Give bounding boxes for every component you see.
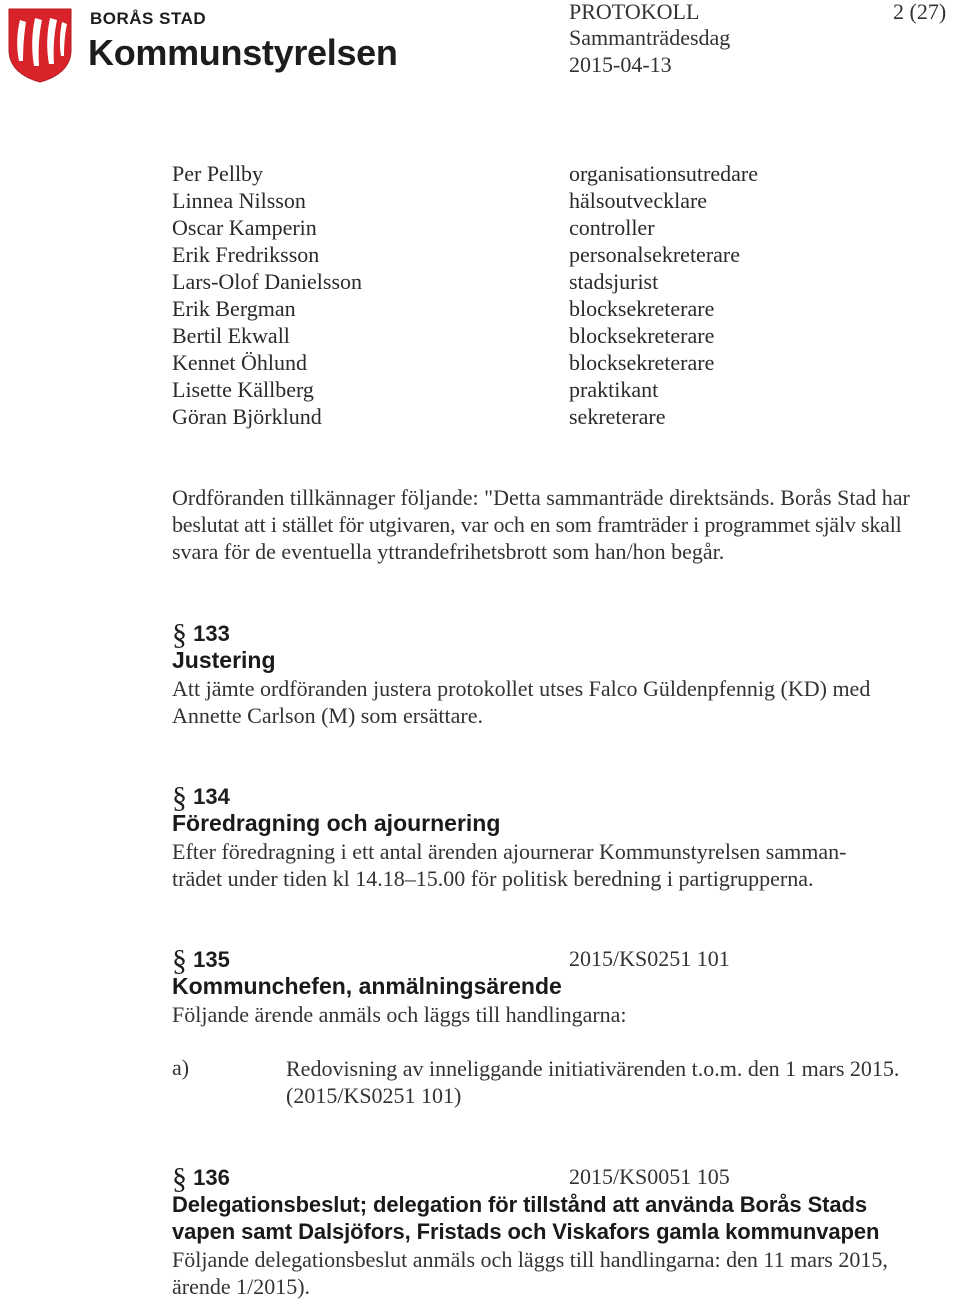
section-body-line: Annette Carlson (M) som ersättare. xyxy=(172,703,483,728)
attendee-role: personalsekreterare xyxy=(569,242,741,267)
section-case-number: 2015/KS0051 105 xyxy=(569,1164,730,1189)
attendee-role: organisationsutredare xyxy=(569,161,758,186)
borås-stad-coat-of-arms-icon xyxy=(6,6,74,84)
attendee-row xyxy=(172,268,892,295)
section-title-line: Föredragning och ajournering xyxy=(172,810,501,836)
section-body-line: Efter föredragning i ett antal ärenden ajournerar Kommunstyrelsen samman- xyxy=(172,839,847,864)
section-sign: § xyxy=(172,1162,187,1195)
section-title xyxy=(172,973,562,1000)
section-body xyxy=(172,1001,627,1028)
attendee-role: praktikant xyxy=(569,377,659,402)
meeting-date: 2015-04-13 xyxy=(569,52,672,77)
announcement-line: beslutat att i stället för utgivaren, var och en som framträder i programmet själv skall xyxy=(172,512,902,537)
section-sign: § xyxy=(172,781,187,814)
attendee-row xyxy=(172,241,892,268)
section-title xyxy=(172,1191,879,1245)
chair-announcement xyxy=(172,484,910,565)
attendee-row xyxy=(172,160,892,187)
section-title-line: Justering xyxy=(172,647,276,673)
section-sign: § xyxy=(172,944,187,977)
section-number-value: 136 xyxy=(193,1165,230,1190)
page-number: 2 (27) xyxy=(893,0,947,24)
attendee-role: blocksekreterare xyxy=(569,350,715,375)
section-body-line: trädet under tiden kl 14.18–15.00 för politisk beredning i partigrupperna. xyxy=(172,866,814,891)
attendee-row xyxy=(172,187,892,214)
attendee-name: Linnea Nilsson xyxy=(172,188,306,213)
list-item-line: Redovisning av inneliggande initiativärenden t.o.m. den 1 mars 2015. xyxy=(286,1056,900,1081)
section-number-value: 134 xyxy=(193,784,230,809)
attendee-name: Oscar Kamperin xyxy=(172,215,317,240)
attendee-row xyxy=(172,214,892,241)
organisation-name: BORÅS STAD xyxy=(90,9,207,28)
section-case-number: 2015/KS0251 101 xyxy=(569,946,730,971)
section-sign: § xyxy=(172,618,187,651)
section-body-line: ärende 1/2015). xyxy=(172,1274,311,1299)
section-title xyxy=(172,647,276,674)
attendee-row xyxy=(172,376,892,403)
section-body-line: Att jämte ordföranden justera protokollet utses Falco Güldenpfennig (KD) med xyxy=(172,676,871,701)
attendee-name: Lisette Källberg xyxy=(172,377,314,402)
attendee-name: Bertil Ekwall xyxy=(172,323,290,348)
attendee-name: Per Pellby xyxy=(172,161,264,186)
announcement-line: Ordföranden tillkännager följande: "Detta sammanträde direktsänds. Borås Stad har xyxy=(172,485,910,510)
section-body xyxy=(172,838,846,892)
section-number-value: 133 xyxy=(193,621,230,646)
attendee-row xyxy=(172,322,892,349)
meeting-kind: Sammanträdesdag xyxy=(569,25,731,50)
attendee-row xyxy=(172,403,892,430)
organisation-unit: Kommunstyrelsen xyxy=(88,32,398,73)
attendee-role: controller xyxy=(569,215,655,240)
list-item-line: (2015/KS0251 101) xyxy=(286,1083,462,1108)
section-title xyxy=(172,810,500,837)
section-title-line: Kommunchefen, anmälningsärende xyxy=(172,973,562,999)
section-title-line: Delegationsbeslut; delegation för tillstånd att använda Borås Stads xyxy=(172,1192,867,1217)
section-body-line: Följande delegationsbeslut anmäls och läggs till handlingarna: den 11 mars 2015, xyxy=(172,1247,888,1272)
attendee-row xyxy=(172,349,892,376)
attendee-role: blocksekreterare xyxy=(569,323,715,348)
section-title-line: vapen samt Dalsjöfors, Fristads och Viskafors gamla kommunvapen xyxy=(172,1219,880,1244)
section-number-value: 135 xyxy=(193,947,230,972)
attendee-role: stadsjurist xyxy=(569,269,659,294)
document-type: PROTOKOLL xyxy=(569,0,700,24)
attendee-name: Erik Fredriksson xyxy=(172,242,320,267)
attendee-row xyxy=(172,295,892,322)
announcement-line: svara för de eventuella yttrandefrihetsbrott som han/hon begår. xyxy=(172,539,725,564)
section-body-line: Följande ärende anmäls och läggs till handlingarna: xyxy=(172,1002,627,1027)
list-item-letter: a) xyxy=(172,1055,190,1080)
attendee-name: Kennet Öhlund xyxy=(172,350,308,375)
attendee-name: Lars-Olof Danielsson xyxy=(172,269,363,294)
section-body xyxy=(172,675,870,729)
attendee-role: hälsoutvecklare xyxy=(569,188,708,213)
attendee-name: Erik Bergman xyxy=(172,296,296,321)
list-item xyxy=(286,1055,899,1109)
attendee-role: blocksekreterare xyxy=(569,296,715,321)
attendee-role: sekreterare xyxy=(569,404,666,429)
attendee-name: Göran Björklund xyxy=(172,404,322,429)
section-body xyxy=(172,1246,888,1300)
